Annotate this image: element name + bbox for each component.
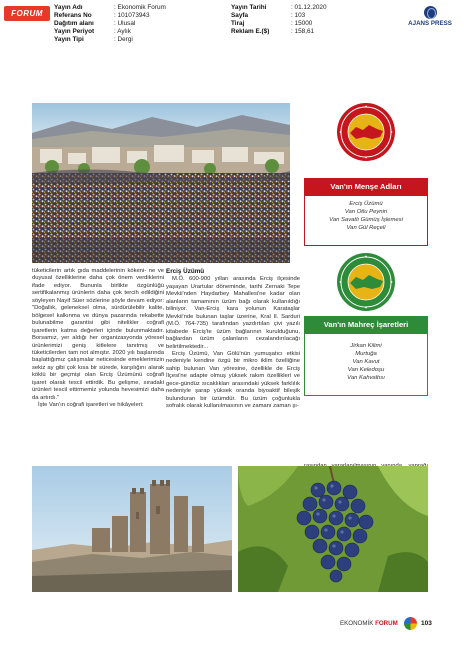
geo-indication-panel bbox=[304, 98, 428, 462]
origin-seal-badge bbox=[336, 102, 396, 162]
list-item: Van Savatlı Gümüş İşlemesi bbox=[329, 217, 403, 223]
section-heading: Erciş Üzümü bbox=[166, 268, 205, 275]
meta-key: Yayın Adı bbox=[54, 4, 83, 11]
article-column-1 bbox=[32, 268, 164, 410]
meta-row bbox=[54, 4, 166, 12]
mahrec-seal-badge bbox=[336, 252, 396, 312]
meta-key: Reklam E.($) bbox=[231, 28, 270, 35]
meta-row bbox=[231, 12, 327, 20]
list-item: Jirkan Kilimi bbox=[350, 343, 382, 349]
meta-key: Tiraj bbox=[231, 20, 245, 27]
page-footer bbox=[340, 617, 440, 631]
meta-value: : Dergi bbox=[114, 36, 133, 43]
list-item: Van Gül Reçeli bbox=[346, 225, 386, 231]
meta-key: Yayın Tarihi bbox=[231, 4, 267, 11]
meta-row bbox=[54, 20, 166, 28]
meta-row bbox=[231, 28, 327, 36]
page-number: 103 bbox=[421, 620, 432, 627]
meta-row bbox=[54, 36, 166, 44]
grapes-illustration bbox=[238, 466, 428, 592]
forum-logo bbox=[4, 6, 50, 21]
meta-key: Yayın Tipi bbox=[54, 36, 84, 43]
meta-row bbox=[54, 28, 166, 36]
list-item: Van Kahvaltısı bbox=[347, 375, 385, 381]
meta-value: : 103 bbox=[291, 12, 306, 19]
grapes-photo bbox=[238, 466, 428, 592]
meta-value: : Ekonomik Forum bbox=[114, 4, 166, 11]
castle-illustration bbox=[32, 466, 232, 592]
magazine-brand bbox=[340, 620, 398, 627]
meta-value: : Ulusal bbox=[114, 20, 136, 27]
castle-photo bbox=[32, 466, 232, 592]
forum-logo-text: FORUM bbox=[11, 9, 43, 18]
brand-suffix: FORUM bbox=[375, 620, 398, 627]
origin-seal-icon bbox=[336, 102, 396, 162]
meta-value: : 101073943 bbox=[114, 12, 150, 19]
meta-key: Sayfa bbox=[231, 12, 249, 19]
brand-prefix: EKONOMİK bbox=[340, 620, 374, 627]
clipping-header bbox=[0, 0, 464, 50]
article-paragraph: Erciş Üzümü, Van Gölü'nün yumuşatıcı etkisi nedeniyle kendine özgü bir mikro iklim özelliğine sahip bulunan Van yöresine, özellikle de Erciş İlçesi'ne adapte olmuş yüksek rakım özellikleri ve gece-gündüz sıcaklıkları arasındaki yüksek farklılık nedeniyle şarap yüksek oranda biyoaktif bileşik bulunduran bir üzümdür. Bu üzüm çoğunlukla sofralık olarak kullanılmasının ve zamanı zaman şı- bbox=[166, 350, 300, 410]
ajans-press-text: AJANS PRESS bbox=[408, 20, 452, 27]
list-item: Murtuğa bbox=[355, 351, 377, 357]
list-item: Erciş Üzümü bbox=[349, 201, 383, 207]
article-paragraph: İşte Van'ın coğrafi işaretleri ve hikâyeleri: bbox=[38, 402, 144, 409]
meta-key: Yayın Periyot bbox=[54, 28, 95, 35]
article-column-2 bbox=[166, 268, 300, 411]
meta-right bbox=[231, 4, 327, 36]
meta-key: Dağıtım alanı bbox=[54, 20, 94, 27]
magazine-logo-icon bbox=[404, 617, 417, 630]
meta-row bbox=[231, 20, 327, 28]
meta-key: Referans No bbox=[54, 12, 92, 19]
meta-value: : Aylık bbox=[114, 28, 131, 35]
list-item: Van Keledoşu bbox=[347, 367, 385, 373]
city-crowd-photo bbox=[32, 103, 290, 263]
meta-row bbox=[54, 12, 166, 20]
meta-value: : 158,61 bbox=[291, 28, 315, 35]
meta-left bbox=[54, 4, 166, 44]
article-paragraph: tüketicilerin artık gıda maddelerinin kökeni- ne ve duyusal özelliklerine daha çok önem verdiklerini ifade ediyor. Bununla birlikte özgünlüğü sertifikalanmış ürünlerin daha çok tercih edildiğini söyleyen Nayif Süer sözlerine şöyle devam ediyor: "Doğallık, geleneksel olma, sürdürülebilir kalite, bölgesel kalkınma ve dünya pazarında rekabette bulunabilme garantisi gibi nitelikler coğrafi işaretlerin katma değerleri içinde bulunmaktadır. Borsamız, yer aldığı her organizasyonda yöresel ürünlerimizi geniş kitlelere tanıtmış ve tüketicilerden tam not almıştır. 2020 yılı başlarında başlattığımız çalışmalar neticesinde emeklerimizin sekiz ay gibi çok kısa bir sürede, karşılığını alarak köklü bir geçmişi olan Erciş Üzümünü coğrafi işaret olarak tescil ettirdik. Bu gelişme, sıradaki ürünleri tescil ettirmemiz yolunda hevesimizi daha da artırdı." bbox=[32, 268, 164, 401]
list-item: Van Otlu Peyniri bbox=[344, 209, 388, 215]
mahrec-marks-list bbox=[304, 334, 428, 396]
origin-names-list bbox=[304, 196, 428, 246]
origin-names-title: Van'ın Menşe Adları bbox=[304, 178, 428, 196]
mahrec-marks-title: Van'ın Mahreç İşaretleri bbox=[304, 316, 428, 334]
list-item: Van Kavut bbox=[352, 359, 380, 365]
article-paragraph: M.Ö. 600-900 yılları arasında Erciş ilçesinde yaşayan Urartular döneminde, tarihi Zernaki Tepe Mevkii'nden Haydarbey Mahallesi'ne kadar olan alanların tamamının üzüm bağı olarak kullanıldığı biliniyor. Van-Erciş kara yolunun Karataşlar Mevkii'nde bulunan taşlar üzerine, Kral II. Sarduri (M.Ö. 764-735) tarafından yazdırtılan çivi yazılı kitabede Erciş'te üzüm bağlarının kurulduğunu, bağlardan üzüm çalanların cezalandırılacağı belirtilmektedir... bbox=[166, 276, 300, 350]
ajans-press-logo bbox=[400, 6, 460, 27]
meta-value: : 15000 bbox=[291, 20, 313, 27]
meta-row bbox=[231, 4, 327, 12]
mahrec-seal-icon bbox=[336, 252, 396, 312]
meta-value: : 01.12.2020 bbox=[291, 4, 327, 11]
city-crowd-illustration bbox=[32, 103, 290, 263]
globe-icon bbox=[424, 6, 437, 19]
